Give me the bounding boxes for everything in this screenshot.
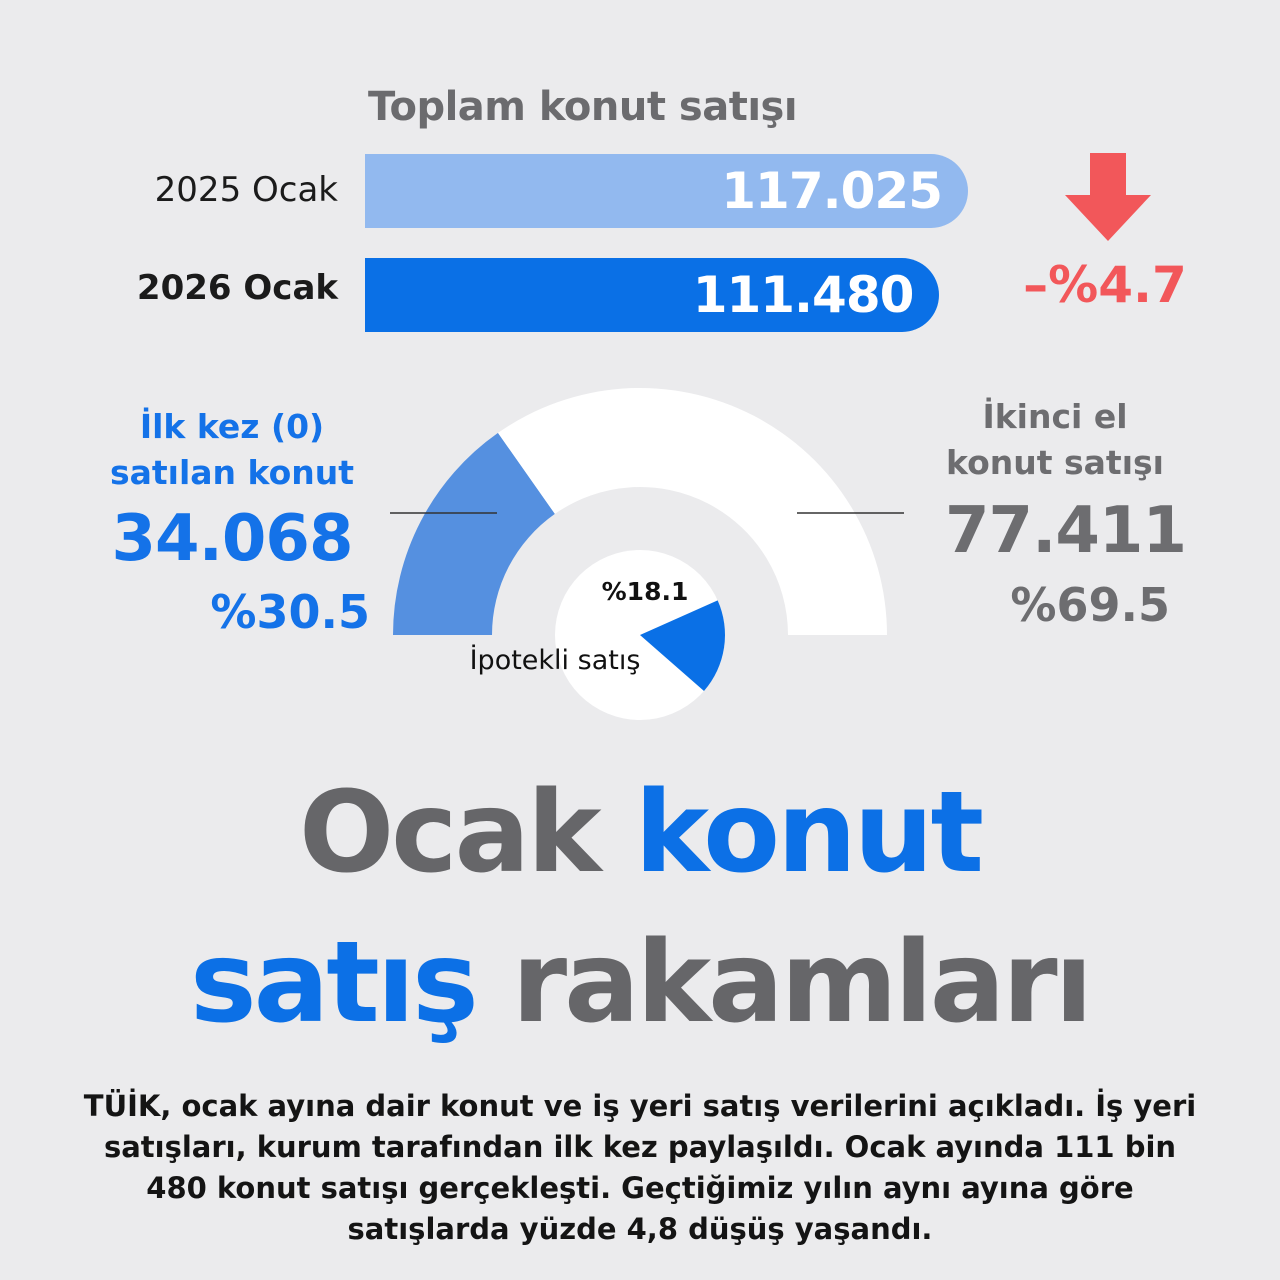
bar-value-2026: 111.480 <box>692 266 914 324</box>
second-hand-count: 77.411 <box>945 494 1186 568</box>
headline-word-ocak: Ocak <box>298 768 599 898</box>
first-sale-percent: %30.5 <box>210 585 370 639</box>
bar-label-2025: 2025 Ocak <box>154 170 338 210</box>
bar-label-2026: 2026 Ocak <box>136 268 338 308</box>
bar-chart-title: Toplam konut satışı <box>368 84 798 130</box>
second-hand-label-line2: konut satışı <box>946 443 1164 482</box>
headline-word-satis: satış <box>189 918 476 1048</box>
mortgage-label: İpotekli satış <box>469 645 641 676</box>
first-sale-count: 34.068 <box>111 502 353 576</box>
description-text: TÜİK, ocak ayına dair konut ve iş yeri satış verilerini açıkladı. İş yeri satışları, kurum tarafından ilk kez paylaşıldı. Ocak ayında 111 bin 480 konut satışı gerçekleşti. Geçtiğimiz yılın aynı ayına göre satışlarda yüzde 4,8 düşüş yaşandı. <box>83 1089 1197 1246</box>
headline <box>0 758 1280 1058</box>
first-sale-label <box>92 404 372 496</box>
headline-line1 <box>0 758 1280 908</box>
bar-value-2025: 117.025 <box>721 162 942 220</box>
first-sale-label-line1: İlk kez (0) <box>139 407 325 446</box>
headline-word-rakamlari: rakamları <box>511 918 1090 1048</box>
change-percent: –%4.7 <box>1023 256 1187 314</box>
second-hand-percent: %69.5 <box>1010 578 1170 632</box>
first-sale-label-line2: satılan konut <box>109 453 355 492</box>
second-hand-label-line1: İkinci el <box>982 397 1128 436</box>
mortgage-percent: %18.1 <box>601 577 689 606</box>
headline-line2 <box>0 908 1280 1058</box>
headline-word-konut: konut <box>634 768 982 898</box>
second-hand-label <box>925 394 1185 486</box>
